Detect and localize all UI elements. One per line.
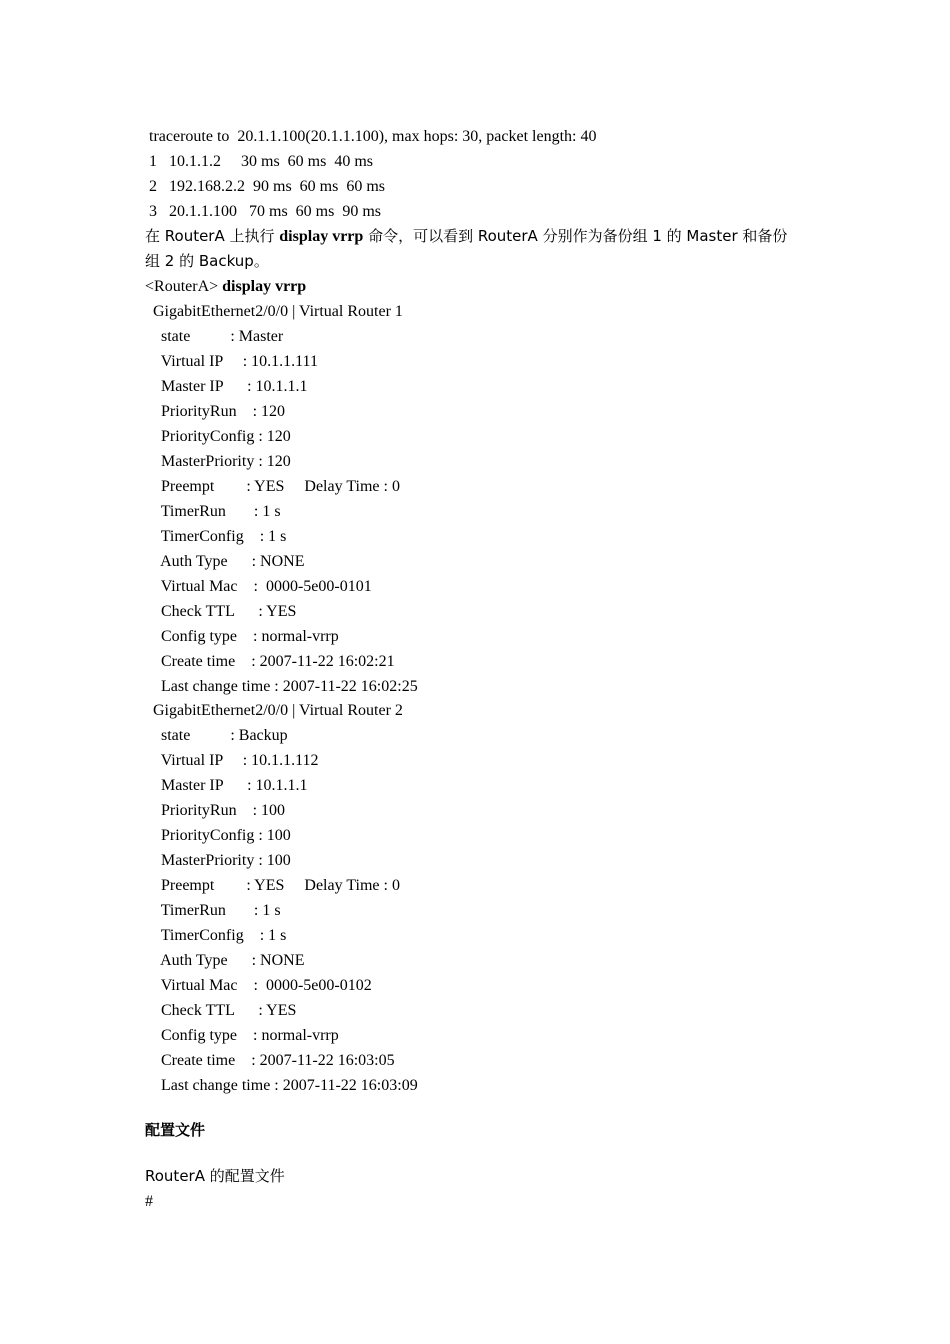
subheading-text: RouterA 的配置文件 <box>145 1167 285 1185</box>
config-hash: # <box>145 1193 153 1210</box>
command-prompt <box>145 274 306 299</box>
vrrp-group-2-field: Check TTL : YES <box>145 1002 297 1019</box>
vrrp-group-2-field: Config type : normal-vrrp <box>145 1027 339 1044</box>
vrrp-group-1-field: Auth Type : NONE <box>145 553 305 570</box>
vrrp-group-1-field: TimerConfig : 1 s <box>145 528 287 545</box>
section-heading: 配置文件 <box>145 1121 206 1139</box>
vrrp-group-2-field: PriorityRun : 100 <box>145 802 286 819</box>
vrrp-group-2-field: Virtual IP : 10.1.1.112 <box>145 752 319 769</box>
prompt-prefix: <RouterA> <box>145 278 223 295</box>
prompt-command: display vrrp <box>222 278 307 295</box>
traceroute-header: traceroute to 20.1.1.100(20.1.1.100), max hops: 30, packet length: 40 <box>145 128 597 145</box>
vrrp-group-2-field: Preempt : YES Delay Time : 0 <box>145 877 400 894</box>
traceroute-hop-1: 1 10.1.1.2 30 ms 60 ms 40 ms <box>145 153 374 170</box>
explanation-line-1 <box>145 224 787 249</box>
vrrp-group-1-title: GigabitEthernet2/0/0 | Virtual Router 1 <box>145 303 403 320</box>
vrrp-group-2-field: Create time : 2007-11-22 16:03:05 <box>145 1052 395 1069</box>
vrrp-group-1-field: MasterPriority : 120 <box>145 453 291 470</box>
vrrp-group-2-field: TimerRun : 1 s <box>145 902 281 919</box>
explanation-part1: 在 RouterA 上执行 <box>145 227 280 245</box>
vrrp-group-1-field: state : Master <box>145 328 284 345</box>
vrrp-group-1-field: Preempt : YES Delay Time : 0 <box>145 478 400 495</box>
vrrp-group-2-field: state : Backup <box>145 727 288 744</box>
vrrp-group-2-field: Master IP : 10.1.1.1 <box>145 777 308 794</box>
vrrp-group-1-field: PriorityConfig : 120 <box>145 428 291 445</box>
section-subheading <box>145 1164 285 1189</box>
vrrp-group-1-field: Check TTL : YES <box>145 603 297 620</box>
vrrp-group-1-field: TimerRun : 1 s <box>145 503 281 520</box>
vrrp-group-2-title: GigabitEthernet2/0/0 | Virtual Router 2 <box>145 702 403 719</box>
vrrp-group-2-field: TimerConfig : 1 s <box>145 927 287 944</box>
explanation-part2: 命令，可以看到 RouterA 分别作为备份组 1 的 Master 和备份 <box>363 227 788 245</box>
vrrp-group-1-field: Master IP : 10.1.1.1 <box>145 378 308 395</box>
vrrp-group-1-field: PriorityRun : 120 <box>145 403 286 420</box>
traceroute-hop-2: 2 192.168.2.2 90 ms 60 ms 60 ms <box>145 178 386 195</box>
vrrp-group-1-field: Last change time : 2007-11-22 16:02:25 <box>145 678 418 695</box>
vrrp-group-2-field: Auth Type : NONE <box>145 952 305 969</box>
traceroute-hop-3: 3 20.1.1.100 70 ms 60 ms 90 ms <box>145 203 382 220</box>
explanation-line-2: 组 2 的 Backup。 <box>145 252 269 270</box>
vrrp-group-2-field: Last change time : 2007-11-22 16:03:09 <box>145 1077 418 1094</box>
vrrp-group-2-field: PriorityConfig : 100 <box>145 827 291 844</box>
explanation-command: display vrrp <box>279 228 364 245</box>
vrrp-group-1-field: Create time : 2007-11-22 16:02:21 <box>145 653 395 670</box>
vrrp-group-2-field: Virtual Mac : 0000-5e00-0102 <box>145 977 372 994</box>
vrrp-group-1-field: Virtual Mac : 0000-5e00-0101 <box>145 578 372 595</box>
vrrp-group-2-field: MasterPriority : 100 <box>145 852 291 869</box>
vrrp-group-1-field: Config type : normal-vrrp <box>145 628 339 645</box>
vrrp-group-1-field: Virtual IP : 10.1.1.111 <box>145 353 318 370</box>
